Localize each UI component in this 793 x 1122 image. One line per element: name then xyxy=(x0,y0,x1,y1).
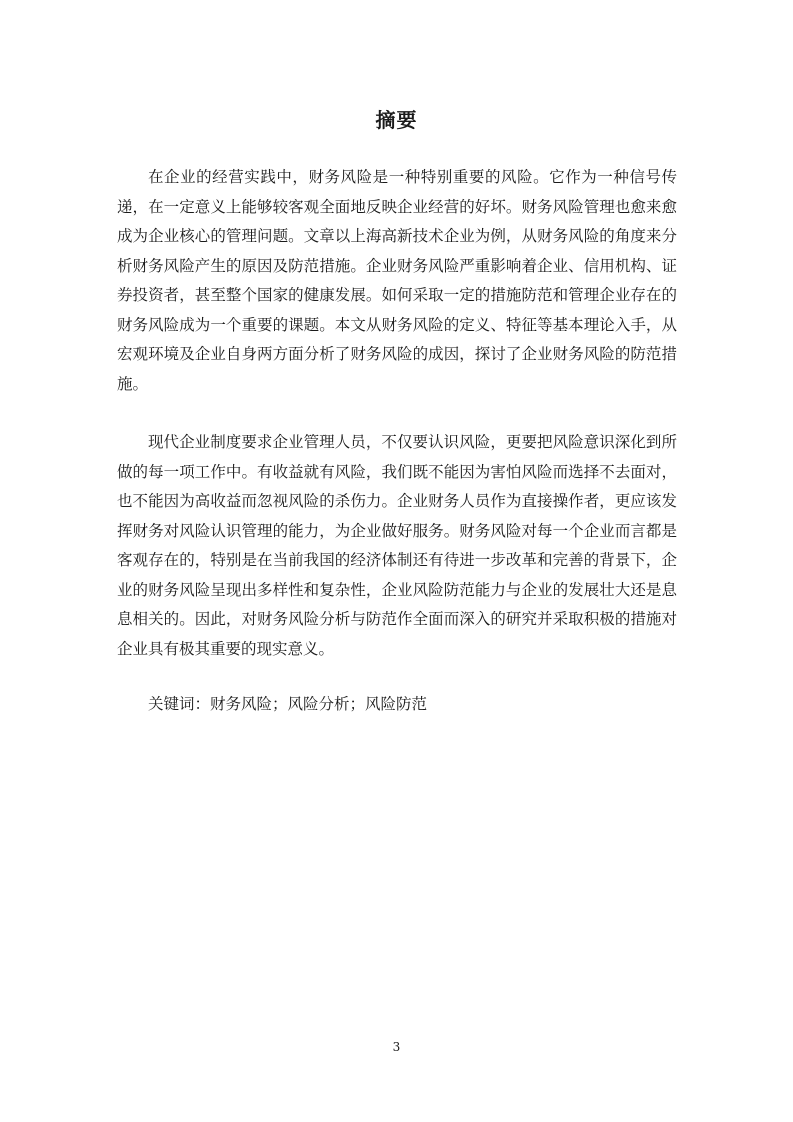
page-title: 摘要 xyxy=(375,108,418,132)
abstract-paragraph-1: 在企业的经营实践中，财务风险是一种特别重要的风险。它作为一种信号传递，在一定意义上能够较客观全面地反映企业经营的好坏。财务风险管理也愈来愈成为企业核心的管理问题。文章以上海高新技术企业为例，从财务风险的角度来分析财务风险产生的原因及防范措施。企业财务风险严重影响着企业、信用机构、证券投资者，甚至整个国家的健康发展。如何采取一定的措施防范和管理企业存在的财务风险成为一个重要的课题。本文从财务风险的定义、特征等基本理论入手，从宏观环境及企业自身两方面分析了财务风险的成因，探讨了企业财务风险的防范措施。 xyxy=(117,168,677,393)
page-number: 3 xyxy=(392,1040,401,1054)
abstract-paragraph-2: 现代企业制度要求企业管理人员，不仅要认识风险，更要把风险意识深化到所做的每一项工作中。有收益就有风险，我们既不能因为害怕风险而选择不去面对，也不能因为高收益而忽视风险的杀伤力。企业财务人员作为直接操作者，更应该发挥财务对风险认识管理的能力，为企业做好服务。财务风险对每一个企业而言都是客观存在的，特别是在当前我国的经济体制还有待进一步改革和完善的背景下，企业的财务风险呈现出多样性和复杂性，企业风险防范能力与企业的发展壮大还是息息相关的。因此，对财务风险分析与防范作全面而深入的研究并采取积极的措施对企业具有极其重要的现实意义。 xyxy=(117,433,677,658)
keywords-line: 关键词：财务风险；风险分析；风险防范 xyxy=(148,695,428,713)
